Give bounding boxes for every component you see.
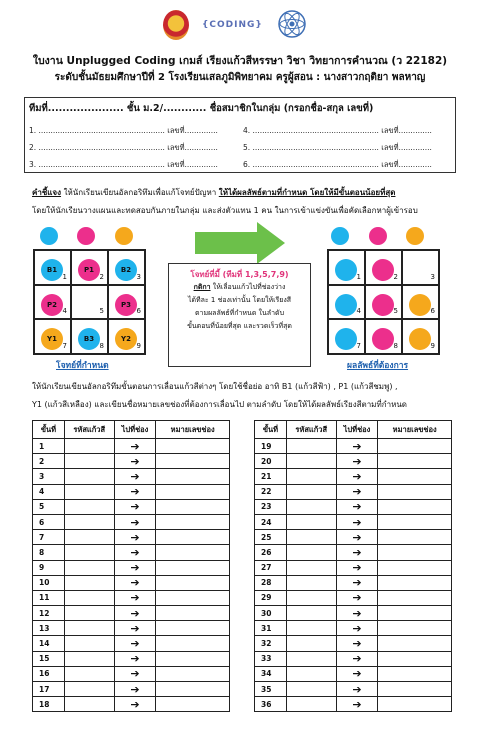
color-code-cell[interactable] — [286, 682, 336, 697]
slot-number-cell[interactable] — [378, 560, 452, 575]
color-code-cell[interactable] — [64, 621, 114, 636]
arrow-right-icon: ➔ — [336, 575, 378, 590]
member-line[interactable]: 4. ..................................................... เลขที่.............. — [243, 126, 432, 135]
slot-number-cell[interactable] — [378, 636, 452, 651]
slot-number: 2 — [99, 272, 104, 281]
slot-number: 8 — [393, 342, 398, 350]
arrow-right-icon: ➔ — [336, 469, 378, 484]
slot-number-cell[interactable] — [378, 530, 452, 545]
color-code-cell[interactable] — [286, 469, 336, 484]
slot-number-cell[interactable] — [378, 439, 452, 454]
slot-number-cell[interactable] — [156, 514, 230, 529]
arrow-right-icon: ➔ — [336, 454, 378, 469]
slot-number-cell[interactable] — [156, 454, 230, 469]
glass-blue: B3 — [78, 328, 100, 350]
color-code-cell[interactable] — [64, 666, 114, 681]
team-info-box — [24, 97, 456, 173]
slot-number: 5 — [393, 307, 398, 316]
color-code-cell[interactable] — [286, 621, 336, 636]
school-seal-logo — [163, 10, 189, 40]
step-number: 7 — [33, 530, 65, 545]
color-code-cell[interactable] — [286, 454, 336, 469]
table-row — [33, 651, 230, 666]
arrow-right-icon: ➔ — [336, 651, 378, 666]
grid-cell — [365, 319, 402, 354]
slot-number-cell[interactable] — [378, 590, 452, 605]
arrow-right-icon: ➔ — [114, 484, 156, 499]
grid-cell — [34, 319, 71, 354]
top-ball-blue — [331, 227, 349, 245]
member-line[interactable]: 6. ..................................................... เลขที่.............. — [243, 160, 432, 169]
arrow-right-icon: ➔ — [336, 560, 378, 575]
step-number: 11 — [33, 590, 65, 605]
grid-cell — [108, 250, 145, 285]
slot-number-cell[interactable] — [378, 499, 452, 514]
col-slot-number: หมายเลขช่อง — [156, 421, 230, 439]
slot-number-cell[interactable] — [378, 621, 452, 636]
arrow-right-icon: ➔ — [114, 666, 156, 681]
glass-blue: B2 — [115, 259, 137, 281]
table-row — [255, 530, 452, 545]
color-code-cell[interactable] — [64, 682, 114, 697]
glass-yellow: Y1 — [41, 328, 63, 350]
col-move-to: ไปที่ช่อง — [336, 421, 378, 439]
slot-number-cell[interactable] — [378, 666, 452, 681]
table-row — [33, 697, 230, 712]
top-ball-yellow — [115, 227, 133, 245]
arrow-right-icon: ➔ — [114, 697, 156, 712]
col-step: ขั้นที่ — [33, 421, 65, 439]
arrow-right-icon: ➔ — [336, 499, 378, 514]
table-row — [33, 636, 230, 651]
table-row — [33, 590, 230, 605]
grid-cell — [71, 285, 108, 320]
slot-number-cell[interactable] — [156, 530, 230, 545]
slot-number-cell[interactable] — [156, 682, 230, 697]
science-logo — [277, 9, 307, 39]
step-number: 2 — [33, 454, 65, 469]
table-row — [255, 636, 452, 651]
start-grid-top-balls — [40, 227, 152, 247]
target-grid-caption: ผลลัพธ์ที่ต้องการ — [347, 361, 409, 371]
table-row — [255, 666, 452, 681]
step-number: 4 — [33, 484, 65, 499]
top-ball-yellow — [406, 227, 424, 245]
table-row — [33, 454, 230, 469]
target-grid — [327, 249, 440, 355]
slot-number-cell[interactable] — [378, 682, 452, 697]
arrow-right-icon: ➔ — [114, 530, 156, 545]
col-color-code: รหัสแก้วสี — [286, 421, 336, 439]
instructions-line-1 — [32, 186, 395, 199]
table-row — [33, 666, 230, 681]
puzzle-title: โจทย์ที่มี้ (ทีมที่ 1,3,5,7,9) — [190, 270, 289, 279]
step-number: 15 — [33, 651, 65, 666]
grid-cell — [71, 250, 108, 285]
color-code-cell[interactable] — [286, 560, 336, 575]
slot-number-cell[interactable] — [378, 697, 452, 712]
slot-number-cell[interactable] — [378, 469, 452, 484]
puzzle-rule-line: ขั้นตอนที่น้อยที่สุด และรวดเร็วที่สุด — [187, 322, 292, 330]
table-row — [255, 499, 452, 514]
slot-number-cell[interactable] — [156, 499, 230, 514]
top-ball-pink — [369, 227, 387, 245]
table-row — [255, 484, 452, 499]
slot-number-cell[interactable] — [156, 590, 230, 605]
color-code-cell[interactable] — [64, 530, 114, 545]
slot-number: 8 — [99, 342, 104, 350]
grid-cell — [34, 285, 71, 320]
puzzle-rule-line: ตามผลลัพธ์ที่กำหนด ในลำดับ — [194, 309, 285, 317]
instructions-label: คำชี้แจง — [32, 188, 62, 197]
color-code-cell[interactable] — [286, 651, 336, 666]
table-row — [33, 499, 230, 514]
col-step: ขั้นที่ — [255, 421, 287, 439]
arrow-right-icon: ➔ — [114, 454, 156, 469]
glass-pink: P3 — [115, 294, 137, 316]
task-line-2: Y1 (แก้วสีเหลือง) และเขียนชื่อหมายเลขช่องที่ต้องการเลื่อนไป ตามลำดับ โดยให้ได้ผลลัพธ์เรียงสีตามที่กำหนด — [32, 400, 408, 409]
arrow-right-icon: ➔ — [114, 545, 156, 560]
step-number: 35 — [255, 682, 287, 697]
arrow-right-icon: ➔ — [336, 682, 378, 697]
table-header-row — [33, 421, 230, 439]
step-number: 23 — [255, 499, 287, 514]
task-line-1: ให้นักเรียนเขียนอัลกอริทึมขั้นตอนการเลื่อนแก้วสีต่างๆ โดยใช้ชื่อย่อ อาทิ B1 (แก้วสีฟ้า) , P1 (แก้วสีชมพู) , — [32, 382, 398, 391]
slot-number-cell[interactable] — [156, 560, 230, 575]
table-row — [33, 575, 230, 590]
arrow-right-icon: ➔ — [336, 636, 378, 651]
slot-number: 3 — [136, 272, 141, 281]
target-grid-top-balls — [331, 227, 443, 247]
grid-cell — [365, 285, 402, 320]
step-number: 19 — [255, 439, 287, 454]
slot-number-cell[interactable] — [156, 651, 230, 666]
color-code-cell[interactable] — [286, 697, 336, 712]
color-code-cell[interactable] — [64, 575, 114, 590]
arrow-right-icon: ➔ — [114, 590, 156, 605]
slot-number-cell[interactable] — [156, 484, 230, 499]
step-number: 22 — [255, 484, 287, 499]
member-line[interactable]: 5. ..................................................... เลขที่.............. — [243, 143, 432, 152]
arrow-right-icon: ➔ — [336, 606, 378, 621]
step-number: 29 — [255, 590, 287, 605]
step-number: 21 — [255, 469, 287, 484]
slot-number-cell[interactable] — [378, 651, 452, 666]
step-number: 32 — [255, 636, 287, 651]
grid-cell — [328, 250, 365, 285]
step-number: 14 — [33, 636, 65, 651]
slot-number: 3 — [430, 272, 435, 281]
slot-number: 1 — [62, 272, 67, 281]
arrow-right-icon: ➔ — [114, 439, 156, 454]
color-code-cell[interactable] — [286, 606, 336, 621]
arrow-right-icon: ➔ — [114, 621, 156, 636]
glass-yellow — [409, 294, 431, 316]
top-ball-pink — [77, 227, 95, 245]
team-heading: ทีมที่..................... ชั้น ม.2/............ ชื่อสมาชิกในกลุ่ม (กรอกชื่อ-สกุล เลขที่) — [29, 103, 374, 114]
step-number: 34 — [255, 666, 287, 681]
color-code-cell[interactable] — [64, 560, 114, 575]
slot-number: 7 — [356, 342, 361, 350]
color-code-cell[interactable] — [286, 514, 336, 529]
color-code-cell[interactable] — [64, 499, 114, 514]
step-number: 20 — [255, 454, 287, 469]
instructions-text: ให้นักเรียนเขียนอัลกอริทึมเพื่อแก้โจทย์ปัญหา — [61, 188, 219, 197]
arrow-right-icon: ➔ — [336, 545, 378, 560]
table-row — [255, 560, 452, 575]
grid-cell — [365, 250, 402, 285]
slot-number-cell[interactable] — [156, 666, 230, 681]
grid-cell — [328, 319, 365, 354]
table-row — [255, 621, 452, 636]
arrow-right-icon: ➔ — [114, 469, 156, 484]
color-code-cell[interactable] — [286, 439, 336, 454]
arrow-right-icon: ➔ — [114, 575, 156, 590]
arrow-right-icon: ➔ — [336, 484, 378, 499]
color-code-cell[interactable] — [64, 439, 114, 454]
grid-cell — [402, 250, 439, 285]
step-number: 17 — [33, 682, 65, 697]
slot-number: 2 — [393, 272, 398, 281]
glass-blue — [335, 328, 357, 350]
step-number: 27 — [255, 560, 287, 575]
arrow-right-icon: ➔ — [336, 530, 378, 545]
top-ball-blue — [40, 227, 58, 245]
instructions-emphasis: ให้ได้ผลลัพธ์ตามที่กำหนด โดยให้มีขั้นตอนน้อยที่สุด — [218, 188, 396, 197]
member-line[interactable]: 3. ..................................................... เลขที่.............. — [29, 160, 218, 169]
slot-number-cell[interactable] — [378, 575, 452, 590]
color-code-cell[interactable] — [64, 514, 114, 529]
grid-cell — [402, 319, 439, 354]
arrow-right-icon: ➔ — [336, 666, 378, 681]
step-number: 6 — [33, 514, 65, 529]
member-line[interactable]: 1. ..................................................... เลขที่.............. — [29, 126, 218, 135]
slot-number-cell[interactable] — [156, 575, 230, 590]
table-row — [255, 651, 452, 666]
instructions-line-2: โดยให้นักเรียนวางแผนและทดสอบกันภายในกลุ่ม และส่งตัวแทน 1 คน ในการเข้าแข่งขันเพื่อคัดเลือกหาผู้เข้ารอบ — [32, 206, 418, 215]
arrow-right-icon: ➔ — [114, 514, 156, 529]
glass-pink: P2 — [41, 294, 63, 316]
arrow-right-icon: ➔ — [336, 697, 378, 712]
arrow-right-icon: ➔ — [114, 606, 156, 621]
step-number: 30 — [255, 606, 287, 621]
color-code-cell[interactable] — [64, 697, 114, 712]
slot-number: 4 — [356, 307, 361, 316]
color-code-cell[interactable] — [64, 651, 114, 666]
grid-cell — [71, 319, 108, 354]
slot-number: 1 — [356, 272, 361, 281]
step-number: 5 — [33, 499, 65, 514]
color-code-cell[interactable] — [64, 590, 114, 605]
glass-yellow — [409, 328, 431, 350]
table-row — [255, 697, 452, 712]
puzzle-rule-text: ให้เลื่อนแก้วไปที่ช่องว่าง — [210, 283, 286, 291]
color-code-cell[interactable] — [286, 545, 336, 560]
slot-number-cell[interactable] — [378, 484, 452, 499]
table-row — [255, 454, 452, 469]
slot-number-cell[interactable] — [156, 636, 230, 651]
start-grid-caption: โจทย์ที่กำหนด — [56, 361, 109, 371]
arrow-right-icon: ➔ — [114, 636, 156, 651]
glass-blue — [335, 259, 357, 281]
color-code-cell[interactable] — [64, 454, 114, 469]
slot-number: 6 — [430, 307, 435, 316]
color-code-cell[interactable] — [64, 484, 114, 499]
color-code-cell[interactable] — [286, 666, 336, 681]
puzzle-rule-line: ได้ทีละ 1 ช่องเท่านั้น โดยให้เรียงสี — [187, 296, 292, 304]
step-number: 24 — [255, 514, 287, 529]
slot-number-cell[interactable] — [156, 621, 230, 636]
step-number: 8 — [33, 545, 65, 560]
step-number: 36 — [255, 697, 287, 712]
glass-pink — [372, 259, 394, 281]
table-row — [33, 545, 230, 560]
algorithm-table-right — [254, 420, 452, 712]
col-slot-number: หมายเลขช่อง — [378, 421, 452, 439]
color-code-cell[interactable] — [286, 575, 336, 590]
puzzle-rule-label: กติกา — [193, 283, 211, 291]
glass-pink — [372, 328, 394, 350]
table-row — [33, 530, 230, 545]
step-number: 28 — [255, 575, 287, 590]
slot-number: 9 — [136, 342, 141, 350]
table-row — [255, 469, 452, 484]
arrow-right-icon: ➔ — [336, 439, 378, 454]
algorithm-table-left — [32, 420, 230, 712]
puzzle-rule-line — [175, 281, 304, 294]
table-row — [255, 590, 452, 605]
table-row — [255, 545, 452, 560]
glass-pink: P1 — [78, 259, 100, 281]
arrow-right-icon: ➔ — [114, 560, 156, 575]
table-row — [33, 514, 230, 529]
color-code-cell[interactable] — [64, 636, 114, 651]
glass-pink — [372, 294, 394, 316]
col-move-to: ไปที่ช่อง — [114, 421, 156, 439]
glass-yellow: Y2 — [115, 328, 137, 350]
slot-number-cell[interactable] — [378, 606, 452, 621]
slot-number: 7 — [62, 342, 67, 350]
slot-number: 4 — [62, 307, 67, 316]
grid-cell — [402, 285, 439, 320]
color-code-cell[interactable] — [64, 545, 114, 560]
slot-number: 5 — [99, 307, 104, 316]
color-code-cell[interactable] — [286, 636, 336, 651]
table-row — [33, 560, 230, 575]
slot-number-cell[interactable] — [156, 439, 230, 454]
color-code-cell[interactable] — [286, 499, 336, 514]
color-code-cell[interactable] — [64, 469, 114, 484]
col-color-code: รหัสแก้วสี — [64, 421, 114, 439]
start-grid — [33, 249, 146, 355]
step-number: 10 — [33, 575, 65, 590]
slot-number-cell[interactable] — [156, 545, 230, 560]
table-row — [33, 682, 230, 697]
slot-number-cell[interactable] — [378, 545, 452, 560]
table-row — [255, 439, 452, 454]
step-number: 26 — [255, 545, 287, 560]
table-row — [33, 469, 230, 484]
grid-cell — [328, 285, 365, 320]
slot-number-cell[interactable] — [156, 697, 230, 712]
slot-number-cell[interactable] — [378, 514, 452, 529]
step-number: 31 — [255, 621, 287, 636]
color-code-cell[interactable] — [286, 484, 336, 499]
table-row — [33, 621, 230, 636]
slot-number: 9 — [430, 342, 435, 350]
step-number: 12 — [33, 606, 65, 621]
step-number: 25 — [255, 530, 287, 545]
color-code-cell[interactable] — [286, 530, 336, 545]
table-row — [33, 439, 230, 454]
table-row — [255, 514, 452, 529]
step-number: 1 — [33, 439, 65, 454]
arrow-right-icon — [195, 222, 285, 264]
color-code-cell[interactable] — [286, 590, 336, 605]
table-row — [255, 606, 452, 621]
table-header-row — [255, 421, 452, 439]
table-row — [33, 484, 230, 499]
coding-logo: {CODING} — [202, 20, 263, 30]
step-number: 33 — [255, 651, 287, 666]
worksheet-subtitle: ระดับชั้นมัธยมศึกษาปีที่ 2 โรงเรียนเสลภูมิพิทยาคม ครูผู้สอน : นางสาวกฤติยา พลหาญ — [54, 72, 426, 83]
table-row — [255, 682, 452, 697]
grid-cell — [108, 285, 145, 320]
slot-number: 6 — [136, 307, 141, 316]
arrow-right-icon: ➔ — [114, 651, 156, 666]
glass-blue: B1 — [41, 259, 63, 281]
arrow-right-icon: ➔ — [336, 621, 378, 636]
step-number: 9 — [33, 560, 65, 575]
arrow-right-icon: ➔ — [114, 499, 156, 514]
slot-number-cell[interactable] — [156, 606, 230, 621]
glass-blue — [335, 294, 357, 316]
slot-number-cell[interactable] — [378, 454, 452, 469]
grid-cell — [34, 250, 71, 285]
arrow-right-icon: ➔ — [336, 514, 378, 529]
table-row — [255, 575, 452, 590]
step-number: 16 — [33, 666, 65, 681]
slot-number-cell[interactable] — [156, 469, 230, 484]
step-number: 3 — [33, 469, 65, 484]
table-row — [33, 606, 230, 621]
color-code-cell[interactable] — [64, 606, 114, 621]
arrow-right-icon: ➔ — [336, 590, 378, 605]
step-number: 13 — [33, 621, 65, 636]
puzzle-box — [168, 263, 311, 367]
arrow-right-icon: ➔ — [114, 682, 156, 697]
grid-cell — [108, 319, 145, 354]
worksheet-title: ใบงาน Unplugged Coding เกมส์ เรียงแก้วสีหรรษา วิชา วิทยาการคำนวณ (ว 22182) — [32, 55, 448, 67]
member-line[interactable]: 2. ..................................................... เลขที่.............. — [29, 143, 218, 152]
step-number: 18 — [33, 697, 65, 712]
